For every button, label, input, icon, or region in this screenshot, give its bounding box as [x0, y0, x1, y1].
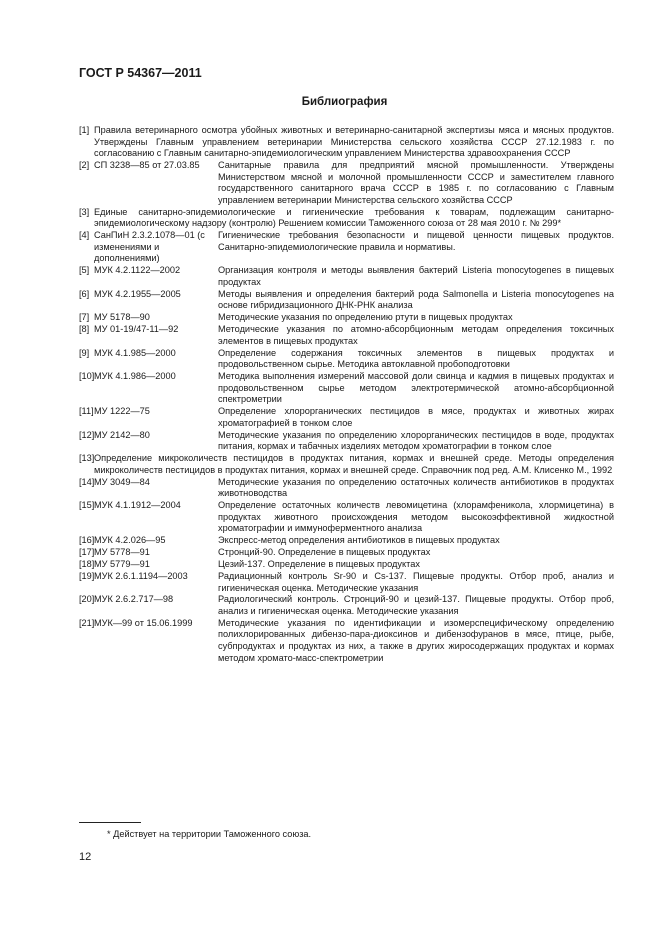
entry-text: Определение остаточных количеств левомицетина (хлорамфеникола, хлормицетина) в продуктах животного происхождения методом высокоэффективной жидкостной хроматографии и иммуноферментного анализа [218, 500, 614, 534]
bibliography-entry [79, 535, 614, 547]
entry-code: СП 3238—85 от 27.03.85 [94, 160, 200, 171]
entry-number: [20] [79, 594, 95, 605]
bibliography-entry [79, 500, 614, 535]
entry-text: Определение хлорорганических пестицидов в мясе, продуктах и животных жирах хроматографией в тонком слое [218, 406, 614, 428]
entry-number: [5] [79, 265, 90, 276]
entry-number: [14] [79, 476, 95, 487]
bibliography-entry [79, 453, 614, 476]
entry-number: [18] [79, 559, 95, 570]
entry-number: [13] [79, 453, 95, 464]
entry-number: [21] [79, 617, 95, 628]
entry-code: МУК 4.2.1122—2002 [94, 265, 181, 276]
entry-code: МУ 5778—91 [94, 547, 150, 558]
entry-text: Методика выполнения измерений массовой доли свинца и кадмия в пищевых продуктах и продовольственном сырье методом электротермической атомно-абсорбционной спектрометрии [218, 371, 614, 405]
bibliography-entry [79, 547, 614, 559]
bibliography-entry [79, 125, 614, 160]
entry-number: [4] [79, 230, 90, 241]
entry-number: [10] [79, 371, 95, 382]
bibliography-entry [79, 618, 614, 664]
entry-number: [16] [79, 535, 95, 546]
section-title: Библиография [301, 96, 388, 108]
entry-text: Санитарные правила для предприятий мясной промышленности. Утверждены Министерством мясной и молочной промышленности СССР и заместителем главного государственного санитарного врача СССР в 1985 г. по согласованию с Главным управлением ветеринарии Министерства сельского хозяйства СССР [218, 160, 614, 205]
entry-text: Стронций-90. Определение в пищевых продуктах [218, 547, 431, 558]
entry-code: МУК 4.1.986—2000 [94, 371, 176, 382]
entry-number: [17] [79, 547, 95, 558]
entry-number: [8] [79, 324, 90, 335]
bibliography-entry [79, 571, 614, 594]
entry-code: МУ 5178—90 [94, 312, 150, 323]
bibliography-entry [79, 207, 614, 230]
entry-code: МУ 1222—75 [94, 406, 150, 417]
entry-text: Радиологический контроль. Стронций-90 и цезий-137. Пищевые продукты. Отбор проб, анализ и гигиеническая оценка. Методические указания [218, 594, 614, 616]
bibliography-entry [79, 406, 614, 429]
bibliography-entry [79, 324, 614, 347]
entry-text: Методические указания по идентификации и изомерспецифическому определению полихлорированных дибензо-пара-диоксинов и дибензофуранов в мясе, птице, рыбе, субпродуктах и продуктах из них, а также в других жиросодержащих продуктах и кормах методом хромато-масс-спектрометрии [218, 617, 614, 663]
entry-code: МУК 2.6.2.717—98 [94, 594, 174, 605]
footnote: * Действует на территории Таможенного союза. [107, 829, 312, 839]
bibliography-entry [79, 371, 614, 406]
entry-number: [7] [79, 312, 90, 323]
entry-code: МУК 4.2.026—95 [94, 535, 166, 546]
bibliography-entry [79, 230, 614, 265]
entry-code: МУК—99 от 15.06.1999 [94, 617, 193, 628]
bibliography-entry [79, 289, 614, 312]
entry-text: Методические указания по определению ртути в пищевых продуктах [218, 312, 513, 323]
entry-text: Определение микроколичеств пестицидов в продуктах питания, кормах и внешней среде. Методы определения микроколичеств пестицидов в продуктах питания, кормах и внешней среде. Справочник под ред. А.М. Клисенко М., 1992 [94, 453, 614, 475]
entry-text: Единые санитарно-эпидемиологические и гигиенические требования к товарам, подлежащим санитарно-эпидемиологическому надзору (контролю) Решением комиссии Таможенного союза от 28 мая 2010 г. № 299* [94, 206, 614, 229]
entry-number: [12] [79, 429, 95, 440]
entry-text: Организация контроля и методы выявления бактерий Listeria monocytogenes в пищевых продуктах [218, 265, 614, 287]
page-number: 12 [79, 851, 92, 863]
entry-code: МУК 4.2.1955—2005 [94, 288, 181, 299]
entry-text: Методы выявления и определения бактерий рода Salmonella и Listeria monocytogenes на основе гибридизационного ДНК-РНК анализа [218, 288, 614, 311]
bibliography-list [79, 125, 614, 665]
entry-code: МУ 5779—91 [94, 559, 150, 570]
entry-number: [9] [79, 347, 90, 358]
bibliography-entry [79, 477, 614, 500]
entry-code: МУ 01-19/47-11—92 [94, 324, 179, 335]
entry-text: Методические указания по определению остаточных количеств антибиотиков в продуктах животноводства [218, 476, 614, 499]
entry-text: Цезий-137. Определение в пищевых продуктах [218, 559, 420, 570]
entry-code: МУ 3049—84 [94, 476, 150, 487]
footnote-divider [79, 822, 141, 823]
bibliography-entry [79, 265, 614, 288]
bibliography-entry [79, 348, 614, 371]
entry-text: Гигиенические требования безопасности и пищевой ценности пищевых продуктов. Санитарно-эпидемиологические правила и нормативы. [218, 230, 614, 252]
entry-number: [6] [79, 288, 90, 299]
entry-text: Определение содержания токсичных элементов в пищевых продуктах и продовольственном сырье. Методика автоклавной пробоподготовки [218, 347, 614, 370]
entry-text: Методические указания по определению хлорорганических пестицидов в воде, продуктах питания, кормах и табачных изделиях методом хроматографии в тонком слое [218, 429, 614, 452]
entry-text: Радиационный контроль Sr-90 и Cs-137. Пищевые продукты. Отбор проб, анализ и гигиеническая оценка. Методические указания [218, 570, 614, 593]
bibliography-entry [79, 594, 614, 617]
entry-text: Экспресс-метод определения антибиотиков в пищевых продуктах [218, 535, 500, 546]
bibliography-entry [79, 160, 614, 206]
entry-code: МУК 4.1.985—2000 [94, 347, 176, 358]
entry-number: [15] [79, 500, 95, 511]
entry-text: Правила ветеринарного осмотра убойных животных и ветеринарно-санитарной экспертизы мяса и мясных продуктов. Утверждены Главным управлением ветеринарии Министерства сельского хозяйства СССР 27.12.1983 г. по согласованию с Главным санитарно-эпидемиологическим управлением Министерства здравоохранения СССР [94, 125, 614, 159]
entry-number: [11] [79, 406, 94, 417]
entry-code: СанПиН 2.3.2.1078—01 (с изменениями и дополнениями) [94, 230, 205, 264]
entry-text: Методические указания по атомно-абсорбционным методам определения токсичных элементов в пищевых продуктах [218, 324, 614, 346]
entry-number: [2] [79, 160, 90, 171]
entry-number: [19] [79, 570, 95, 581]
document-header: ГОСТ Р 54367—2011 [79, 66, 202, 80]
entry-code: МУК 4.1.1912—2004 [94, 500, 181, 511]
entry-code: МУК 2.6.1.1194—2003 [94, 570, 188, 581]
entry-number: [1] [79, 125, 90, 135]
entry-code: МУ 2142—80 [94, 429, 150, 440]
bibliography-entry [79, 559, 614, 571]
entry-number: [3] [79, 206, 90, 217]
bibliography-entry [79, 312, 614, 324]
bibliography-entry [79, 430, 614, 453]
